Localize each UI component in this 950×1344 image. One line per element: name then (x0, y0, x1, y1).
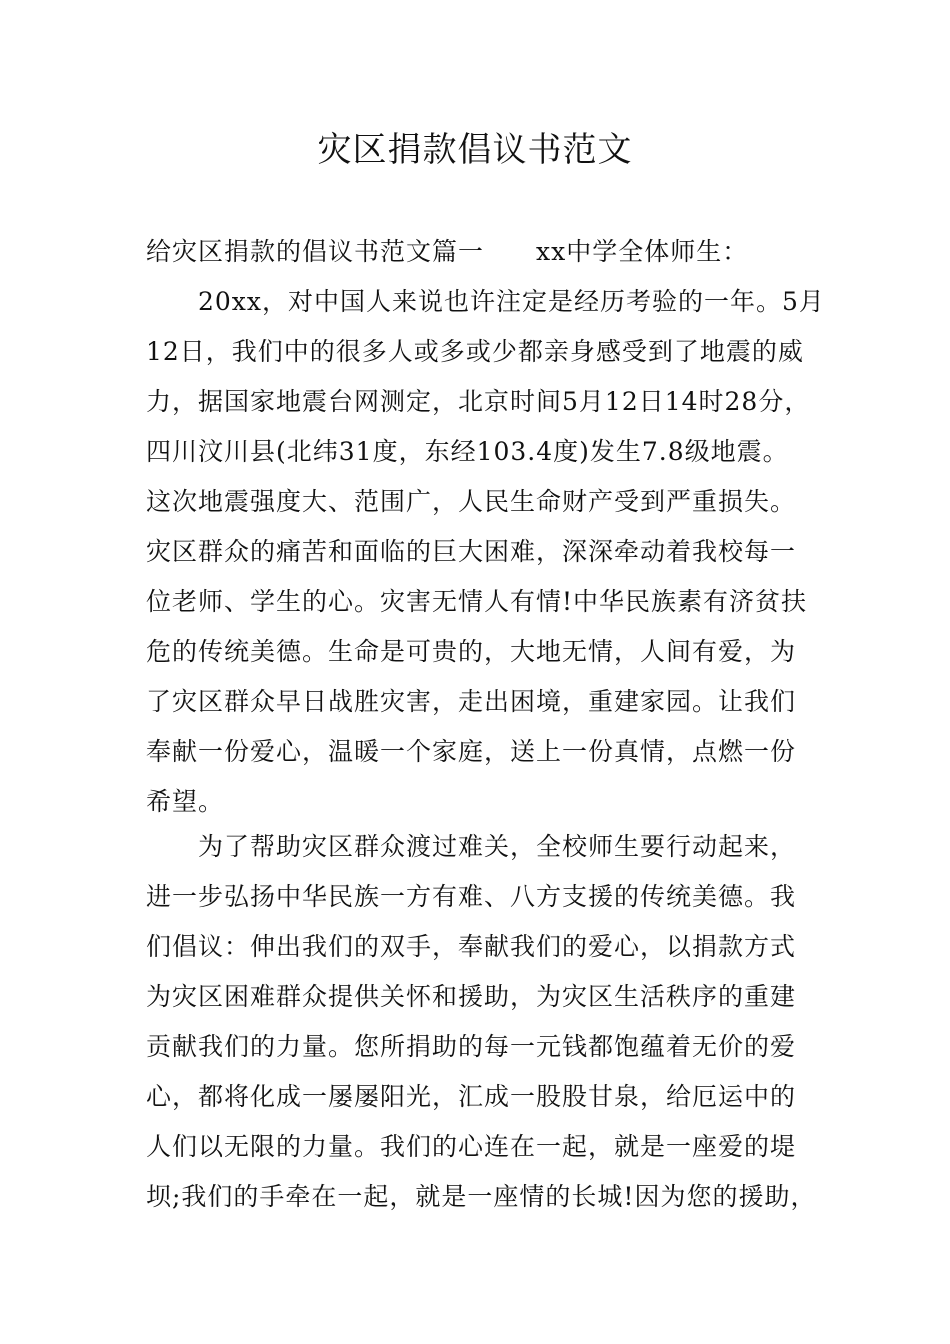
intro-line (146, 227, 826, 277)
text-line: 位老师、学生的心。灾害无情人有情!中华民族素有济贫扶 (146, 587, 808, 616)
text-line: 四川汶川县(北纬31度，东经103.4度)发生7.8级地震。 (146, 437, 789, 466)
text-line: 奉献一份爱心，温暖一个家庭，送上一份真情，点燃一份 (146, 737, 797, 766)
text-line: 危的传统美德。生命是可贵的，大地无情，人间有爱，为 (146, 637, 797, 666)
text-line: 灾区群众的痛苦和面临的巨大困难，深深牵动着我校每一 (146, 537, 797, 566)
text-line: 为了帮助灾区群众渡过难关，全校师生要行动起来， (198, 832, 797, 861)
document-title: 灾区捐款倡议书范文 (317, 130, 633, 170)
text-line: 希望。 (146, 787, 225, 816)
text-line: 给灾区捐款的倡议书范文篇一 xx中学全体师生： (146, 237, 749, 266)
text-line: 心，都将化成一屡屡阳光，汇成一股股甘泉，给厄运中的 (146, 1082, 797, 1111)
text-line: 12日，我们中的很多人或多或少都亲身感受到了地震的威 (146, 337, 804, 366)
text-line: 坝;我们的手牵在一起，就是一座情的长城!因为您的援助， (146, 1182, 817, 1211)
text-line: 贡献我们的力量。您所捐助的每一元钱都饱蕴着无价的爱 (146, 1032, 797, 1061)
text-line: 为灾区困难群众提供关怀和援助，为灾区生活秩序的重建 (146, 982, 797, 1011)
text-line: 力，据国家地震台网测定，北京时间5月12日14时28分， (146, 387, 811, 416)
text-line: 了灾区群众早日战胜灾害，走出困境，重建家园。让我们 (146, 687, 797, 716)
text-line: 这次地震强度大、范围广，人民生命财产受到严重损失。 (146, 487, 797, 516)
text-line: 进一步弘扬中华民族一方有难、八方支援的传统美德。我 (146, 882, 797, 911)
text-line: 人们以无限的力量。我们的心连在一起，就是一座爱的堤 (146, 1132, 797, 1161)
paragraph-2 (146, 822, 826, 1222)
text-line: 20xx，对中国人来说也许注定是经历考验的一年。5月 (198, 287, 825, 316)
paragraph-1 (146, 277, 826, 827)
text-line: 们倡议：伸出我们的双手，奉献我们的爱心，以捐款方式 (146, 932, 797, 961)
